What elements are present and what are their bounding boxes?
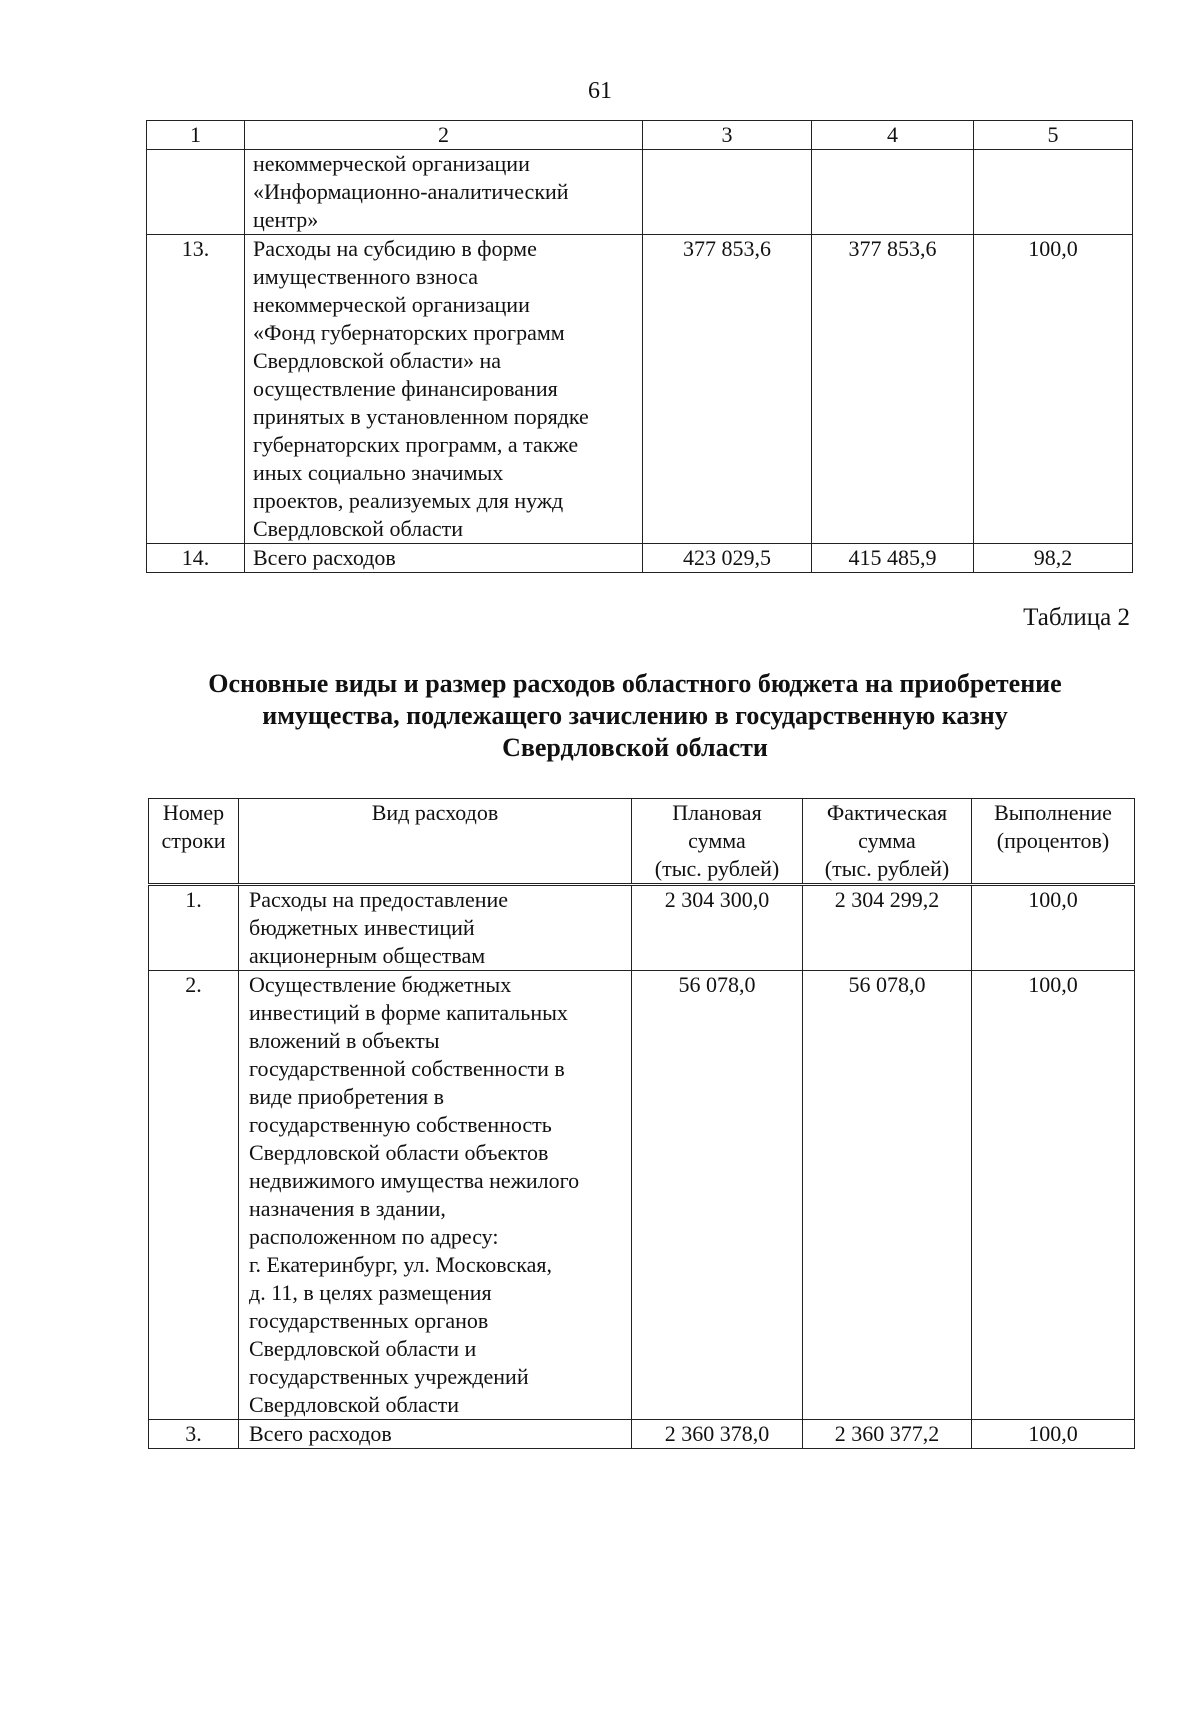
planned-amount: 377 853,6 [643,235,812,544]
table-header-row [149,799,1135,885]
header-planned-amount [632,799,803,885]
description-line: некоммерческой организации [253,151,530,176]
description-line: Свердловской области объектов [249,1140,549,1165]
planned-amount: 56 078,0 [632,971,803,1420]
planned-amount [643,150,812,235]
description-line: принятых в установленном порядке [253,404,589,429]
expense-description [245,150,643,235]
description-line: недвижимого имущества нежилого [249,1168,580,1193]
header-line: Вид расходов [371,800,499,825]
expense-table-continuation [146,120,1133,573]
page-number: 61 [588,78,612,104]
header-actual-amount [803,799,972,885]
description-line: государственных учреждений [249,1364,529,1389]
description-line: инвестиций в форме капитальных [249,1000,568,1025]
planned-amount: 2 304 300,0 [632,885,803,971]
completion-percent: 98,2 [974,544,1133,573]
column-number: 5 [974,121,1133,150]
description-line: некоммерческой организации [253,292,530,317]
row-number: 13. [147,235,245,544]
description-line: бюджетных инвестиций [249,915,475,940]
description-line: осуществление финансирования [253,376,558,401]
description-line: государственную собственность [249,1112,552,1137]
table-label: Таблица 2 [1023,604,1130,631]
description-line: Свердловской области [253,516,463,541]
completion-percent: 100,0 [972,1420,1135,1449]
header-line: Выполнение [994,800,1112,825]
description-line: д. 11, в целях размещения [249,1280,492,1305]
expense-description [239,971,632,1420]
description-line: имущественного взноса [253,264,479,289]
description-line: Свердловской области» на [253,348,502,373]
header-line: Фактическая [826,800,948,825]
title-line: Свердловской области [502,733,768,762]
header-line: (тыс. рублей) [654,856,780,881]
header-line: строки [161,828,226,853]
description-line: г. Екатеринбург, ул. Московская, [249,1252,553,1277]
expense-description [245,235,643,544]
header-line: сумма [688,828,746,853]
table-row [149,971,1135,1420]
completion-percent: 100,0 [972,885,1135,971]
description-line: центр» [253,207,319,232]
description-line: Свердловской области [249,1392,459,1417]
description-line: государственной собственности в [249,1056,565,1081]
header-line: сумма [858,828,916,853]
description-line: Всего расходов [249,1421,392,1446]
description-line: виде приобретения в [249,1084,445,1109]
row-number: 1. [149,885,239,971]
actual-amount: 56 078,0 [803,971,972,1420]
actual-amount: 2 360 377,2 [803,1420,972,1449]
description-line: «Информационно-аналитический [253,179,569,204]
table-row [149,1420,1135,1449]
row-number: 2. [149,971,239,1420]
description-line: государственных органов [249,1308,489,1333]
expense-description [239,885,632,971]
column-number-row [147,121,1133,150]
table-title [150,668,1120,764]
description-line: Осуществление бюджетных [249,972,512,997]
header-expense-type [239,799,632,885]
table-row [147,150,1133,235]
description-line: Расходы на предоставление [249,887,509,912]
description-line: назначения в здании, [249,1196,446,1221]
header-line: Плановая [672,800,762,825]
planned-amount: 423 029,5 [643,544,812,573]
description-line: Расходы на субсидию в форме [253,236,537,261]
column-number: 2 [245,121,643,150]
title-line: имущества, подлежащего зачислению в государственную казну [262,701,1008,730]
actual-amount: 377 853,6 [812,235,974,544]
description-line: иных социально значимых [253,460,504,485]
row-number: 3. [149,1420,239,1449]
completion-percent [974,150,1133,235]
actual-amount [812,150,974,235]
description-line: расположенном по адресу: [249,1224,499,1249]
description-line: «Фонд губернаторских программ [253,320,565,345]
column-number: 4 [812,121,974,150]
table-row [147,544,1133,573]
row-number: 14. [147,544,245,573]
expense-description [239,1420,632,1449]
header-row-number [149,799,239,885]
property-expense-table [148,798,1135,1449]
actual-amount: 415 485,9 [812,544,974,573]
description-line: вложений в объекты [249,1028,440,1053]
planned-amount: 2 360 378,0 [632,1420,803,1449]
title-line: Основные виды и размер расходов областного бюджета на приобретение [208,669,1062,698]
header-line: Номер [162,800,225,825]
completion-percent: 100,0 [972,971,1135,1420]
header-completion [972,799,1135,885]
description-line: проектов, реализуемых для нужд [253,488,564,513]
header-line: (процентов) [996,828,1110,853]
description-line: акционерным обществам [249,943,486,968]
actual-amount: 2 304 299,2 [803,885,972,971]
column-number: 3 [643,121,812,150]
row-number [147,150,245,235]
completion-percent: 100,0 [974,235,1133,544]
column-number: 1 [147,121,245,150]
description-line: губернаторских программ, а также [253,432,579,457]
expense-description [245,544,643,573]
description-line: Свердловской области и [249,1336,477,1361]
header-line: (тыс. рублей) [824,856,950,881]
table-row [149,885,1135,971]
table-row [147,235,1133,544]
description-line: Всего расходов [253,545,396,570]
